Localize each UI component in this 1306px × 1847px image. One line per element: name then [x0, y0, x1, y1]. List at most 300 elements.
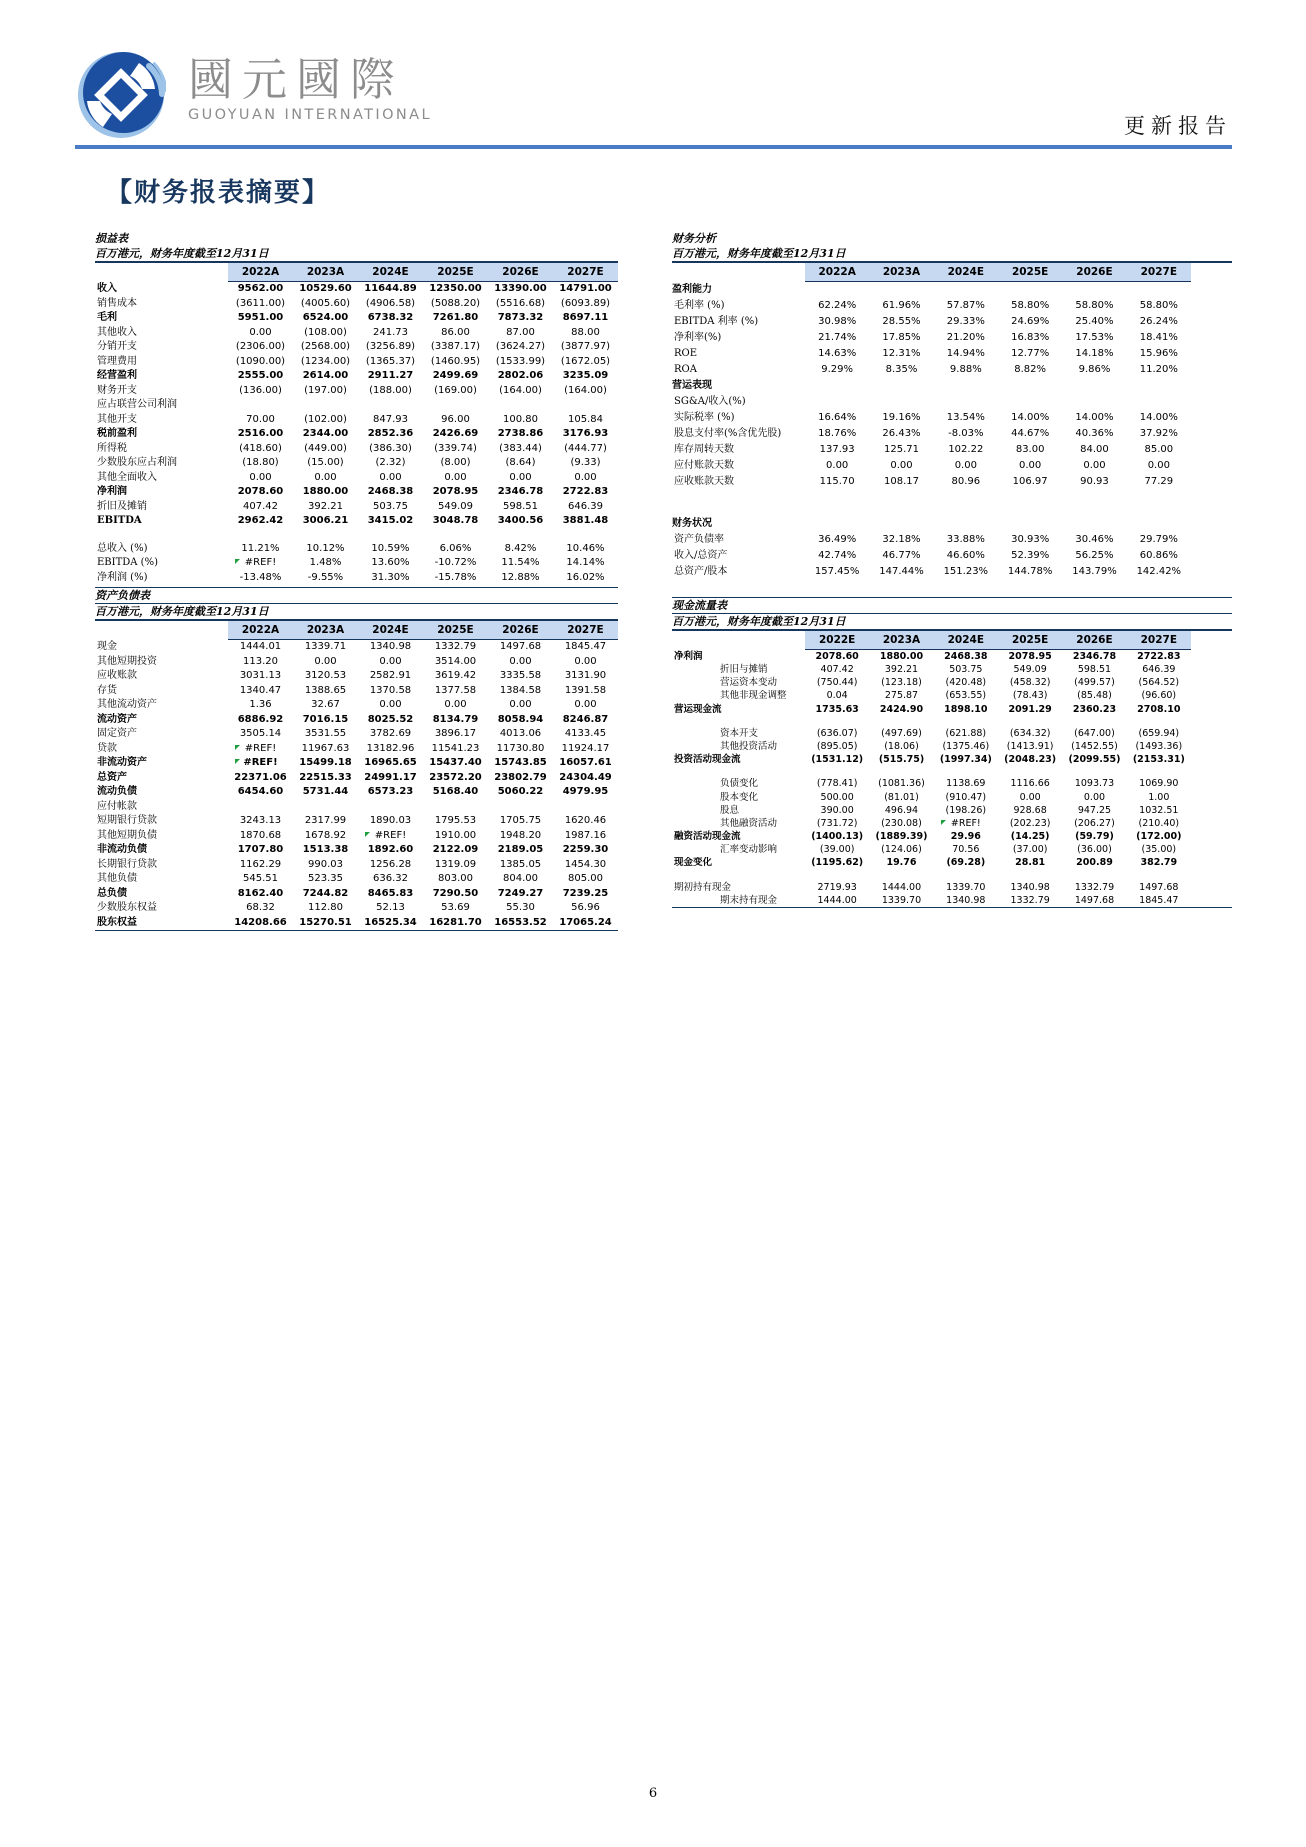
row-label: 净利润 (%): [97, 571, 148, 583]
cell: 19.16%: [882, 412, 921, 423]
table-title: 现金流量表: [672, 597, 1232, 614]
label-column-header: [95, 621, 228, 640]
spacer-row: [672, 767, 1191, 778]
table-row: [95, 427, 618, 442]
year-column-header: 2022A: [228, 263, 293, 282]
cell: 40.36%: [1075, 428, 1114, 439]
cell: 44.67%: [1011, 428, 1050, 439]
cell: (210.40): [1138, 817, 1180, 829]
cell: -8.03%: [948, 428, 984, 439]
cell: 1444.01: [239, 641, 282, 653]
cell: 86.00: [441, 326, 470, 338]
year-column-header: 2024E: [358, 621, 423, 640]
cell: 0.00: [314, 655, 337, 667]
cell: 2614.00: [302, 370, 349, 382]
cell: 804.00: [503, 873, 538, 885]
cell: -13.48%: [239, 571, 282, 583]
row-label: 净利率(%): [674, 332, 722, 343]
cell: (778.41): [816, 778, 858, 790]
error-flag-icon: [365, 832, 370, 837]
cell: (164.00): [564, 384, 607, 396]
cell: 0.00: [444, 471, 467, 483]
cell: 151.23%: [943, 566, 989, 577]
cell: 8465.83: [367, 887, 414, 899]
row-label: 贷款: [97, 742, 117, 754]
cell: (69.28): [946, 857, 986, 869]
table-row: [95, 398, 618, 413]
cell: 16057.61: [559, 757, 612, 769]
cell: (85.48): [1077, 690, 1112, 702]
cell: 1444.00: [881, 881, 922, 893]
row-label: 长期银行贷款: [97, 858, 157, 870]
row-label: 资本开支: [720, 727, 759, 739]
cell: 1385.05: [499, 858, 542, 870]
year-column-header: 2026E: [488, 621, 553, 640]
cell: 2078.60: [237, 486, 284, 498]
cell: -10.72%: [434, 557, 477, 569]
row-label: 所得税: [97, 442, 127, 454]
cell: 1.00: [1148, 791, 1170, 803]
cell: 1116.66: [1010, 778, 1050, 790]
left-table-column: [95, 231, 618, 931]
cell: 0.00: [574, 471, 597, 483]
cell: 8025.52: [367, 713, 414, 725]
cell: 68.32: [246, 902, 275, 914]
cell: #REF!: [358, 829, 423, 844]
row-label: 其他流动资产: [97, 699, 157, 711]
cell: (2568.00): [300, 341, 351, 353]
cell: 56.25%: [1075, 550, 1114, 561]
cell: 1.36: [249, 699, 272, 711]
cell: 2555.00: [237, 370, 284, 382]
cell: 1339.70: [881, 894, 922, 906]
row-label: 应付账款天数: [674, 460, 734, 471]
cell: 8058.94: [497, 713, 544, 725]
cell: 2499.69: [432, 370, 479, 382]
cell: 21.20%: [946, 332, 985, 343]
cell: 58.80%: [1075, 300, 1114, 311]
cell: [423, 800, 488, 815]
row-label: EBITDA (%): [97, 557, 158, 569]
cell: [358, 800, 423, 815]
table-row: [95, 355, 618, 370]
cell: (564.52): [1138, 677, 1180, 689]
cell: 4133.45: [564, 728, 607, 740]
table-title: 财务分析: [672, 232, 716, 245]
cell: 29.33%: [946, 316, 985, 327]
cell: 12.31%: [882, 348, 921, 359]
cell: 1162.29: [239, 858, 282, 870]
cell: 1319.09: [434, 858, 477, 870]
cell: 1513.38: [302, 844, 349, 856]
cell: (1672.05): [560, 355, 611, 367]
cell: 1340.98: [369, 641, 412, 653]
table-row: [672, 564, 1191, 580]
year-column-header: 2025E: [423, 263, 488, 282]
cell: 3120.53: [304, 670, 347, 682]
cell: 2189.05: [497, 844, 544, 856]
table-row: [672, 330, 1191, 346]
table-subtitle: 百万港元，财务年度截至12月31日: [95, 246, 618, 263]
cell: 1339.71: [304, 641, 347, 653]
cell: 17.85%: [882, 332, 921, 343]
cell: (78.43): [1012, 690, 1048, 702]
cell: 2582.91: [369, 670, 412, 682]
table-row: [95, 800, 618, 815]
cell: 241.73: [373, 326, 408, 338]
cell: 10.46%: [566, 542, 605, 554]
cell: (910.47): [945, 791, 987, 803]
cell: 1332.79: [1074, 881, 1115, 893]
cell: [1127, 394, 1191, 410]
cell: 6524.00: [302, 312, 349, 324]
cell: 6.06%: [439, 542, 472, 554]
table-row: [672, 650, 1191, 664]
cell: 0.00: [444, 699, 467, 711]
cell: 70.00: [246, 413, 275, 425]
label-column-header: [672, 263, 805, 282]
cell: 1032.51: [1139, 804, 1179, 816]
cell: (1090.00): [235, 355, 286, 367]
row-label: 应占联营公司利润: [97, 399, 177, 411]
cell: 37.92%: [1139, 428, 1178, 439]
table-row: [672, 314, 1191, 330]
cell: 10.59%: [371, 542, 410, 554]
cell: 2722.83: [1137, 650, 1181, 662]
cell: 7244.82: [302, 887, 349, 899]
table-row: [672, 753, 1191, 766]
cell: 2708.10: [1137, 703, 1181, 715]
cell: 11924.17: [561, 742, 610, 754]
year-column-header: 2024E: [358, 263, 423, 282]
cell: 3782.69: [369, 728, 412, 740]
cell: 16.64%: [818, 412, 857, 423]
table-row: [95, 282, 618, 297]
spacer-row: [95, 529, 618, 542]
income-statement: [95, 263, 618, 585]
cell: 0.00: [1019, 791, 1041, 803]
cell: 503.75: [949, 664, 983, 676]
cell: 8.35%: [885, 364, 918, 375]
cell: 1339.70: [946, 881, 986, 893]
cash-flow-statement: [672, 631, 1191, 907]
cell: 3006.21: [302, 515, 349, 527]
cell: (458.32): [1009, 677, 1051, 689]
table-row: [672, 362, 1191, 378]
cell: 13.54%: [946, 412, 985, 423]
cell: (188.00): [369, 384, 412, 396]
cell: 84.00: [1080, 444, 1109, 455]
cell: 11967.63: [301, 742, 350, 754]
cell: 9562.00: [237, 283, 284, 295]
row-label: 期初持有现金: [674, 881, 732, 893]
cell: 90.93: [1080, 476, 1109, 487]
company-logo: [76, 50, 432, 140]
table-row: [672, 727, 1191, 740]
table-row: [95, 858, 618, 873]
cell: #REF!: [934, 817, 998, 830]
cell: (164.00): [499, 384, 542, 396]
year-column-header: 2025E: [998, 263, 1062, 282]
row-label: 汇率变动影响: [720, 844, 778, 856]
cell: (2306.00): [235, 341, 286, 353]
table-row: [95, 669, 618, 684]
row-label: EBITDA 利率 (%): [674, 316, 759, 327]
cell: 2468.38: [367, 486, 414, 498]
cell: 990.03: [308, 858, 343, 870]
row-label: 股息支付率(%含优先股): [674, 428, 782, 439]
table-row: [95, 456, 618, 471]
cell: 1705.75: [499, 815, 542, 827]
cell: 13182.96: [366, 742, 415, 754]
cell: 1845.47: [564, 641, 607, 653]
table-row: [95, 471, 618, 486]
financial-analysis: [672, 263, 1191, 580]
row-label: 投资活动现金流: [674, 754, 741, 766]
row-label: 财务开支: [97, 384, 137, 396]
cell: 0.00: [1147, 460, 1170, 471]
cell: 16.02%: [566, 571, 605, 583]
cell: 3031.13: [239, 670, 282, 682]
row-label: 资产负债率: [674, 534, 724, 545]
cell: 1332.79: [434, 641, 477, 653]
table-subtitle: 百万港元，财务年度截至12月31日: [95, 604, 618, 621]
cell: [934, 394, 998, 410]
row-label: 短期银行贷款: [97, 815, 157, 827]
table-row: [95, 542, 618, 557]
cell: 8.82%: [1014, 364, 1047, 375]
cell: 108.17: [883, 476, 919, 487]
cell: (386.30): [369, 442, 412, 454]
cell: (37.00): [1012, 844, 1048, 856]
cell: (2153.31): [1132, 754, 1185, 766]
cell: 46.60%: [946, 550, 985, 561]
row-label: 收入: [97, 283, 117, 294]
cell: (636.07): [816, 727, 858, 739]
table-row: [95, 771, 618, 786]
table-subtitle: 百万港元，财务年度截至12月31日: [672, 614, 1232, 631]
cell: 11.21%: [241, 542, 280, 554]
row-label: 收入/总资产: [674, 550, 728, 561]
error-flag-icon: [235, 559, 240, 564]
page-number: 6: [648, 1786, 658, 1801]
cell: (515.75): [878, 754, 925, 766]
row-label: 总负债: [97, 887, 127, 899]
cash-flow-table: [672, 597, 1232, 908]
table-row: [95, 829, 618, 844]
cell: 1.48%: [309, 557, 342, 569]
cell: 137.93: [819, 444, 855, 455]
cell: 7016.15: [302, 713, 349, 725]
cell: 105.84: [568, 413, 603, 425]
table-row: [95, 901, 618, 916]
cell: [553, 398, 618, 413]
cell: 29.96: [950, 831, 981, 843]
cell: 1890.03: [369, 815, 412, 827]
table-row: [672, 663, 1191, 676]
cell: (3624.27): [495, 341, 546, 353]
cell: 52.39%: [1011, 550, 1050, 561]
cell: 0.00: [314, 471, 337, 483]
table-row: [672, 442, 1191, 458]
row-label: 非流动资产: [97, 757, 147, 769]
table-row: [95, 742, 618, 757]
cell: 14791.00: [559, 283, 612, 295]
table-row: [95, 297, 618, 312]
logo-text: [188, 50, 432, 123]
cell: (136.00): [239, 384, 282, 396]
cell: 1678.92: [304, 829, 347, 841]
table-row: [95, 500, 618, 515]
cell: 1880.00: [302, 486, 349, 498]
cell: 8162.40: [237, 887, 284, 899]
cell: 30.98%: [818, 316, 857, 327]
row-label: 总收入 (%): [97, 542, 148, 554]
cell: 24991.17: [364, 771, 417, 783]
cell: 106.97: [1012, 476, 1048, 487]
cell: #REF!: [228, 756, 293, 771]
table-row: [672, 857, 1191, 870]
cell: (96.60): [1141, 690, 1177, 702]
cell: 1340.47: [239, 684, 282, 696]
cell: 62.24%: [818, 300, 857, 311]
cell: 598.51: [503, 500, 538, 512]
table-row: [672, 894, 1191, 907]
cell: (8.00): [440, 457, 471, 469]
header-divider: [75, 145, 1232, 149]
cell: 392.21: [308, 500, 343, 512]
cell: (1493.36): [1135, 740, 1183, 752]
table-row: [95, 384, 618, 399]
cell: 61.96%: [882, 300, 921, 311]
cell: (499.57): [1074, 677, 1115, 689]
year-column-header: 2026E: [1062, 263, 1126, 282]
year-column-header: 2025E: [423, 621, 488, 640]
cell: 15743.85: [494, 757, 547, 769]
cell: (6093.89): [560, 297, 611, 309]
table-row: [95, 340, 618, 355]
cell: 3514.00: [434, 655, 477, 667]
year-column-header: 2027E: [1127, 631, 1191, 650]
row-label: 固定资产: [97, 728, 137, 740]
cell: (197.00): [304, 384, 347, 396]
cell: 1870.68: [239, 829, 282, 841]
cell: 11.20%: [1139, 364, 1178, 375]
row-label: 净利润: [674, 650, 703, 662]
row-label: 总资产/股本: [674, 566, 728, 577]
row-label: 应付帐款: [97, 800, 137, 812]
cell: [423, 398, 488, 413]
financial-analysis-table: [672, 231, 1232, 580]
label-column-header: [672, 631, 805, 650]
cell: (444.77): [564, 442, 607, 454]
cell: (4005.60): [300, 297, 351, 309]
cell: 17065.24: [559, 916, 612, 928]
cell: (81.01): [884, 791, 919, 803]
cell: 598.51: [1077, 664, 1112, 676]
table-row: [95, 571, 618, 586]
row-label: EBITDA: [97, 515, 142, 527]
cell: 12.88%: [501, 571, 540, 583]
cell: (3387.17): [430, 341, 481, 353]
cell: (202.23): [1009, 817, 1051, 829]
year-column-header: 2022A: [228, 621, 293, 640]
cell: 1497.68: [1074, 894, 1115, 906]
row-label: 股息: [720, 804, 740, 816]
table-row: [672, 346, 1191, 362]
cell: 2360.23: [1072, 703, 1117, 715]
cell: 3400.56: [497, 515, 544, 527]
cell: 2852.36: [367, 428, 414, 440]
cell: 6454.60: [237, 786, 284, 798]
row-label: 其他收入: [97, 326, 137, 338]
cell: 0.00: [379, 655, 402, 667]
cell: 16281.70: [429, 916, 482, 928]
cell: 3176.93: [562, 428, 609, 440]
row-label: 负债变化: [720, 778, 759, 790]
cell: (3256.89): [365, 341, 416, 353]
cell: 0.04: [826, 690, 848, 702]
cell: 0.00: [249, 326, 272, 338]
cell: 14.00%: [1075, 412, 1114, 423]
cell: 0.00: [379, 699, 402, 711]
row-label: 股本变化: [720, 791, 759, 803]
error-flag-icon: [941, 820, 946, 825]
cell: 11644.89: [364, 283, 417, 295]
row-label: 现金变化: [674, 857, 713, 869]
cell: -15.78%: [434, 571, 477, 583]
row-label: 其他全面收入: [97, 471, 157, 483]
cell: 96.00: [441, 413, 470, 425]
cell: 18.41%: [1139, 332, 1178, 343]
cell: 32.67: [311, 699, 340, 711]
cell: 58.80%: [1011, 300, 1050, 311]
cell: 1987.16: [564, 829, 607, 841]
cell: (634.32): [1009, 727, 1051, 739]
table-row: [672, 690, 1191, 703]
cell: 56.96: [571, 902, 600, 914]
cell: 2078.95: [432, 486, 479, 498]
cell: 382.79: [1140, 857, 1178, 869]
cell: 80.96: [951, 476, 981, 487]
cell: 2738.86: [497, 428, 544, 440]
cell: (5516.68): [495, 297, 546, 309]
cell: 7239.25: [562, 887, 609, 899]
table-row: [672, 410, 1191, 426]
cell: 2719.93: [817, 881, 857, 893]
row-label: 管理费用: [97, 355, 137, 367]
cell: (1413.91): [1006, 740, 1054, 752]
cell: 0.00: [509, 699, 532, 711]
cell: (108.00): [304, 326, 347, 338]
cell: 18.76%: [818, 428, 857, 439]
cell: 4979.95: [562, 786, 609, 798]
cell: 3896.17: [434, 728, 477, 740]
cell: (1533.99): [495, 355, 546, 367]
cell: 3131.90: [564, 670, 607, 682]
cell: 2122.09: [432, 844, 479, 856]
cell: 1892.60: [367, 844, 414, 856]
cell: 26.24%: [1139, 316, 1178, 327]
section-row: [672, 516, 1191, 532]
cell: 52.13: [376, 902, 405, 914]
cell: 503.75: [373, 500, 408, 512]
cell: 23802.79: [494, 771, 547, 783]
cell: 2078.95: [1008, 650, 1052, 662]
row-label: 其他开支: [97, 413, 137, 425]
cell: 803.00: [438, 873, 473, 885]
cell: (497.69): [881, 727, 922, 739]
